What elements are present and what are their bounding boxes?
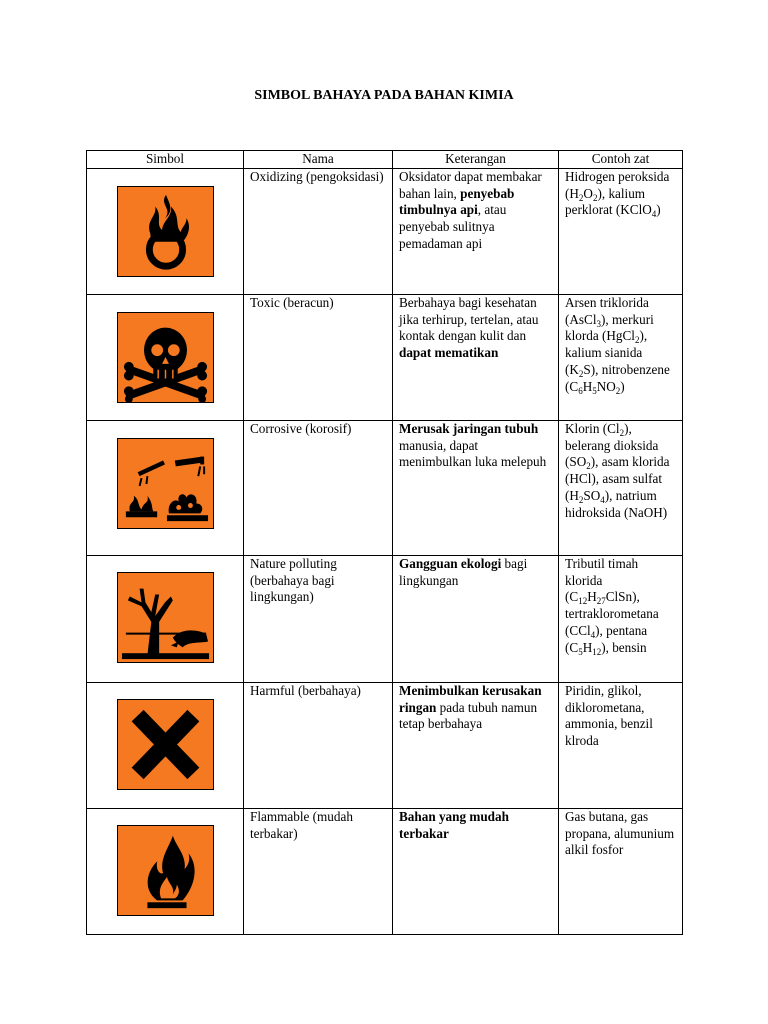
text-segment: ) — [620, 378, 625, 394]
row-name: Oxidizing (pengoksidasi) — [244, 168, 393, 294]
text-segment: NO — [596, 378, 616, 394]
symbol-cell — [87, 294, 244, 420]
text-segment: ), kalium sianida (K — [565, 328, 648, 377]
subscript: 2 — [578, 192, 584, 203]
emphasis-text: Merusak jaringan tubuh — [399, 420, 539, 436]
row-example — [559, 808, 683, 934]
text-segment: manusia, dapat menimbulkan luka melepuh — [399, 437, 547, 470]
corrosive-icon — [117, 438, 214, 529]
text-segment: ), pentana (C — [565, 622, 648, 655]
header-name: Nama — [244, 151, 393, 169]
oxidizing-icon — [117, 186, 214, 277]
emphasis-text: Bahan yang mudah terbakar — [399, 808, 509, 841]
symbol-cell — [87, 168, 244, 294]
text-segment: Tributil timah klorida (C — [565, 555, 639, 605]
subscript: 3 — [596, 318, 602, 329]
text-segment: Piridin, glikol, diklorometana, ammonia, benzil klroda — [565, 682, 653, 749]
row-example — [559, 294, 683, 420]
text-segment: Arsen triklorida (AsCl — [565, 294, 649, 327]
text-segment: pada tubuh namun tetap berbahaya — [399, 699, 538, 732]
subscript: 2 — [592, 192, 598, 203]
text-segment: Oksidator dapat membakar bahan lain, — [399, 168, 542, 201]
row-name: Harmful (berbahaya) — [244, 682, 393, 808]
text-segment: ), belerang dioksida (SO — [565, 420, 659, 470]
text-segment: ), natrium hidroksida (NaOH) — [565, 487, 668, 520]
subscript: 4 — [600, 494, 605, 505]
subscript: 6 — [578, 385, 583, 396]
text-segment: bagi lingkungan — [399, 555, 528, 588]
subscript: 2 — [619, 427, 625, 438]
text-segment: Klorin (Cl — [565, 420, 620, 436]
row-description — [393, 420, 559, 555]
table-row — [87, 420, 683, 555]
subscript: 2 — [634, 335, 640, 346]
subscript: 27 — [596, 596, 606, 607]
emphasis-text: penyebab timbulnya api — [399, 185, 515, 218]
row-name: Corrosive (korosif) — [244, 420, 393, 555]
subscript: 12 — [592, 646, 602, 657]
flammable-flame-icon — [117, 825, 214, 916]
table-row — [87, 682, 683, 808]
row-example — [559, 682, 683, 808]
environment-hazard-icon — [117, 572, 214, 663]
row-description — [393, 168, 559, 294]
table-row — [87, 168, 683, 294]
text-segment: ), bensin — [601, 639, 647, 655]
emphasis-text: Gangguan ekologi — [399, 555, 502, 571]
subscript: 2 — [586, 461, 591, 472]
emphasis-text: dapat mematikan — [399, 345, 499, 361]
row-description — [393, 294, 559, 420]
toxic-skull-icon — [117, 312, 214, 403]
symbol-cell — [87, 420, 244, 555]
text-segment: Hidrogen peroksida (H — [565, 168, 670, 201]
text-segment: Berbahaya bagi kesehatan jika terhirup, tertelan, atau kontak dengan kulit dan — [399, 294, 539, 344]
subscript: 2 — [578, 368, 584, 379]
symbol-cell — [87, 808, 244, 934]
row-description — [393, 682, 559, 808]
header-symbol: Simbol — [87, 151, 244, 169]
row-example — [559, 420, 683, 555]
row-description — [393, 555, 559, 682]
row-name: Flammable (mudah terbakar) — [244, 808, 393, 934]
subscript: 4 — [590, 629, 596, 640]
text-segment: ), kalium perklorat (KClO — [565, 185, 652, 218]
subscript: 2 — [578, 494, 584, 505]
row-example — [559, 168, 683, 294]
subscript: 5 — [592, 385, 597, 396]
text-segment: H — [582, 378, 593, 394]
table-header-row — [87, 151, 683, 169]
text-segment: ), asam klorida (HCl), asam sulfat (H — [565, 454, 670, 503]
text-segment: ClSn), tertraklorometana (CCl — [565, 589, 659, 638]
symbol-cell — [87, 555, 244, 682]
text-segment: ), merkuri klorda (HgCl — [565, 311, 654, 344]
header-example: Contoh zat — [559, 151, 683, 169]
subscript: 5 — [578, 646, 583, 657]
text-segment: ) — [656, 202, 661, 218]
row-name: Toxic (beracun) — [244, 294, 393, 420]
hazard-symbol-table — [86, 150, 683, 935]
text-segment: SO — [583, 487, 601, 503]
row-example — [559, 555, 683, 682]
table-row — [87, 294, 683, 420]
row-name: Nature polluting (berbahaya bagi lingkungan) — [244, 555, 393, 682]
text-segment: H — [582, 639, 593, 655]
text-segment: Gas butana, gas propana, alumunium alkil fosfor — [565, 808, 675, 858]
subscript: 12 — [578, 596, 588, 607]
text-segment: S), nitrobenzene (C — [565, 361, 670, 394]
table-row — [87, 555, 683, 682]
harmful-cross-icon — [117, 699, 214, 790]
table-row — [87, 808, 683, 934]
text-segment: O — [583, 185, 593, 201]
header-description: Keterangan — [393, 151, 559, 169]
row-description — [393, 808, 559, 934]
text-segment: , atau penyebab sulitnya pemadaman api — [399, 202, 507, 251]
text-segment: H — [587, 589, 597, 605]
document-title: SIMBOL BAHAYA PADA BAHAN KIMIA — [254, 88, 514, 103]
symbol-cell — [87, 682, 244, 808]
subscript: 4 — [651, 209, 657, 220]
emphasis-text: Menimbulkan kerusakan ringan — [399, 682, 542, 715]
subscript: 2 — [615, 385, 621, 396]
